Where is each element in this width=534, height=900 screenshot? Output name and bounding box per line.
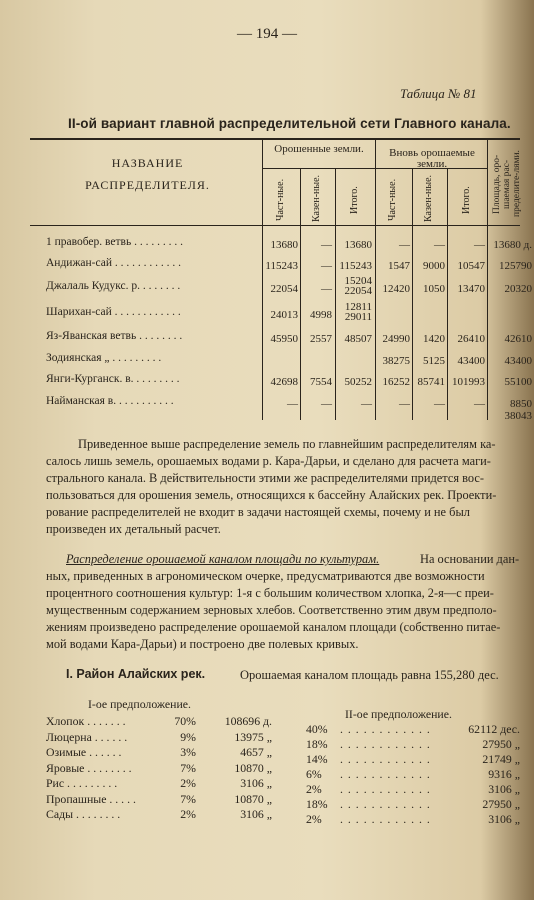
table-cell: 15204 22054 xyxy=(344,275,372,297)
crop-pct: 9% xyxy=(180,729,196,744)
table-cell: — xyxy=(287,398,298,410)
table-cell: 38043 xyxy=(504,410,532,422)
crop-pct: 2% xyxy=(180,776,196,790)
crop-val: 62112 дес. xyxy=(468,722,520,736)
crop-name: Пропашные . . . . . xyxy=(46,791,136,806)
col-divider xyxy=(487,140,488,420)
row-name: Яз-Яванская ветвь . . . . . . . . xyxy=(46,330,183,342)
subcol-total-2: Итого. xyxy=(461,186,472,214)
leader-dots: . . . . . . . . . . . . xyxy=(340,737,431,751)
section-heading: I. Район Алайских рек. xyxy=(66,667,206,681)
crop-pct: 70% xyxy=(174,714,196,728)
leader-dots: . . . . . . . . . . . . xyxy=(340,782,431,796)
table-cell: 5125 xyxy=(423,355,445,367)
table-cell: 55100 xyxy=(504,376,532,388)
crop-name: Люцерна . . . . . . xyxy=(46,729,128,744)
assumption-1-title: I-ое предположение. xyxy=(88,697,191,711)
crop-val: 27950 „ xyxy=(482,797,520,811)
row-name: 1 правобер. ветвь . . . . . . . . . xyxy=(46,236,183,248)
leader-dots: . . . . . . . . . . . . xyxy=(340,797,431,811)
table-cell: — xyxy=(321,239,332,251)
crop-pct: 6% xyxy=(306,767,322,781)
table-cell: 115243 xyxy=(265,260,298,272)
crop-val: 4657 „ xyxy=(240,745,272,759)
crop-pct: 14% xyxy=(306,752,328,766)
assumption-2-title: II-ое предположение. xyxy=(345,707,452,721)
table-cell: 42610 xyxy=(504,333,532,345)
col-divider xyxy=(300,168,301,420)
paragraph-line: процентного соотношения культур: 1-я с большим количеством хлопка, 2-я—с преи- xyxy=(46,586,494,600)
table-cell: — xyxy=(434,398,445,410)
crop-pct: 2% xyxy=(306,812,322,826)
leader-dots: . . . . . . . . . . . . xyxy=(340,722,431,736)
table-cell: 13680 xyxy=(344,239,372,251)
table-cell: 48507 xyxy=(344,333,372,345)
table-cell: 13680 xyxy=(270,239,298,251)
table-cell: 24990 xyxy=(382,333,410,345)
crop-pct: 2% xyxy=(180,807,196,821)
table-cell: 101993 xyxy=(452,376,485,388)
row-name: Зодиянская „ . . . . . . . . . xyxy=(46,352,162,364)
table-cell: 115243 xyxy=(339,260,372,272)
paragraph-line: салось лишь земель, орошаемых водами р. Кара-Дарьи, и сделано для расчета маги- xyxy=(46,454,491,468)
crop-name: Озимые . . . . . . xyxy=(46,745,122,759)
col-divider xyxy=(335,168,336,420)
table-top-rule xyxy=(30,138,520,140)
subcol-state-1: Казен-ные. xyxy=(311,174,322,222)
header-name-line2: РАСПРЕДЕЛИТЕЛЯ. xyxy=(85,178,210,192)
table-cell: 42698 xyxy=(270,376,298,388)
table-cell: 12811 29011 xyxy=(344,301,372,323)
header-name-line1: НАЗВАНИЕ xyxy=(111,156,184,170)
crop-name: Яровые . . . . . . . . xyxy=(46,760,132,775)
crop-pct: 18% xyxy=(306,737,328,751)
crop-pct: 7% xyxy=(180,791,196,806)
subcol-total-1: Итого. xyxy=(349,186,360,214)
crop-val: 27950 „ xyxy=(482,737,520,751)
table-cell: — xyxy=(321,398,332,410)
col-divider xyxy=(412,168,413,420)
table-cell: 8850 xyxy=(510,398,532,410)
col-divider xyxy=(375,140,376,420)
table-cell: 2557 xyxy=(310,333,332,345)
paragraph-line: мущественным содержанием зерновых хлебов. Соответственно этим двум предполо- xyxy=(46,603,497,617)
table-number: Таблица № 81 xyxy=(400,86,477,101)
section-text: Орошаемая каналом площадь равна 155,280 дес. xyxy=(240,668,499,682)
table-cell: 1050 xyxy=(423,283,445,295)
crop-pct: 3% xyxy=(180,745,196,759)
subcol-private-1: Част-ные. xyxy=(275,178,286,222)
crop-pct: 2% xyxy=(306,782,322,796)
table-cell: — xyxy=(361,398,372,410)
row-name: Найманская в. . . . . . . . . . . xyxy=(46,395,174,407)
table-cell: 13470 xyxy=(457,283,485,295)
group1-header: Орошенные земли. xyxy=(274,143,364,155)
row-name: Андижан-сай . . . . . . . . . . . . xyxy=(46,257,182,269)
table-cell: 85741 xyxy=(417,376,445,388)
row-name: Шарихан-сай . . . . . . . . . . . . xyxy=(46,306,181,318)
paragraph-line: произведен их детальный расчет. xyxy=(46,522,221,536)
col-divider xyxy=(447,168,448,420)
subcol-state-2: Казен-ные. xyxy=(423,174,434,222)
table-title: II-ой вариант главной распределительной сети Главного канала. xyxy=(68,116,511,131)
crop-val: 13975 „ xyxy=(234,729,272,744)
crop-val: 3106 „ xyxy=(240,807,272,821)
paragraph-line: ных, приведенных в агрономическом очерке, предусматриваются две возможности xyxy=(46,569,485,583)
leader-dots: . . . . . . . . . . . . xyxy=(340,767,431,781)
table-cell: — xyxy=(321,260,332,272)
crop-name: Сады . . . . . . . . xyxy=(46,807,121,821)
table-cell: 13680 д. xyxy=(493,239,532,251)
crop-name: Рис . . . . . . . . . xyxy=(46,776,118,790)
crop-val: 10870 „ xyxy=(234,791,272,806)
paragraph-line: На основании дан- xyxy=(420,552,520,566)
crop-val: 3106 „ xyxy=(240,776,272,790)
table-cell: 24013 xyxy=(270,309,298,321)
paragraph-line: жениям произведено распределение орошаемой каналом площади (собственно питае- xyxy=(46,620,501,634)
table-cell: 12420 xyxy=(382,283,410,295)
paragraph-line: пользоваться для орошения земель, относящихся к бассейну Алайских рек. Проекти- xyxy=(46,488,497,502)
last-col-header: Площадь, оро-шаемая рас-пределите-лями. xyxy=(492,150,522,218)
row-name: Джалаль Кудукс. р. . . . . . . . xyxy=(46,280,181,292)
table-cell: — xyxy=(399,398,410,410)
crop-val: 108696 д. xyxy=(224,714,272,728)
table-cell: — xyxy=(399,239,410,251)
table-cell: 1420 xyxy=(423,333,445,345)
table-cell: 7554 xyxy=(310,376,332,388)
table-cell: — xyxy=(474,398,485,410)
table-cell: — xyxy=(434,239,445,251)
table-cell: 16252 xyxy=(382,376,410,388)
paragraph-line: мой водами Кара-Дарьи) и построено две полевых кривых. xyxy=(46,637,359,651)
table-cell: — xyxy=(321,283,332,295)
subcol-private-2: Част-ные. xyxy=(387,178,398,222)
crop-pct: 40% xyxy=(306,722,328,736)
paragraph-line: Приведенное выше распределение земель по главнейшим распределителям ка- xyxy=(78,437,496,451)
col-divider xyxy=(262,140,263,420)
crop-val: 3106 „ xyxy=(488,812,520,826)
table-cell: — xyxy=(474,239,485,251)
crop-val: 21749 „ xyxy=(482,752,520,766)
crop-val: 9316 „ xyxy=(488,767,520,781)
paragraph-line: стрального канала. В действительности этими же распределителями придется вос- xyxy=(46,471,485,485)
table-cell: 4998 xyxy=(310,309,332,321)
table-cell: 22054 xyxy=(270,283,298,295)
crop-name: Хлопок . . . . . . . xyxy=(46,714,126,728)
table-cell: 38275 xyxy=(382,355,410,367)
table-cell: 1547 xyxy=(388,260,410,272)
table-cell: 9000 xyxy=(423,260,445,272)
row-name: Янги-Курганск. в. . . . . . . . . xyxy=(46,373,180,385)
leader-dots: . . . . . . . . . . . . xyxy=(340,752,431,766)
table-cell: 10547 xyxy=(457,260,485,272)
crop-pct: 7% xyxy=(180,760,196,775)
crop-val: 3106 „ xyxy=(488,782,520,796)
table-cell: 20320 xyxy=(504,283,532,295)
page-number: — 194 — xyxy=(237,26,297,42)
table-cell: 43400 xyxy=(457,355,485,367)
group2-header: Вновь орошаемые земли. xyxy=(389,147,475,170)
table-cell: 26410 xyxy=(457,333,485,345)
crop-val: 10870 „ xyxy=(234,760,272,775)
leader-dots: . . . . . . . . . . . . xyxy=(340,812,431,826)
crop-pct: 18% xyxy=(306,797,328,811)
table-cell: 45950 xyxy=(270,333,298,345)
table-cell: 125790 xyxy=(499,260,532,272)
table-cell: 43400 xyxy=(504,355,532,367)
table-cell: 50252 xyxy=(344,376,372,388)
paragraph-2-heading: Распределение орошаемой каналом площади по культурам. xyxy=(66,552,380,566)
paragraph-line: рование распределителей не входит в задачи настоящей схемы, почему и не был xyxy=(46,505,470,519)
